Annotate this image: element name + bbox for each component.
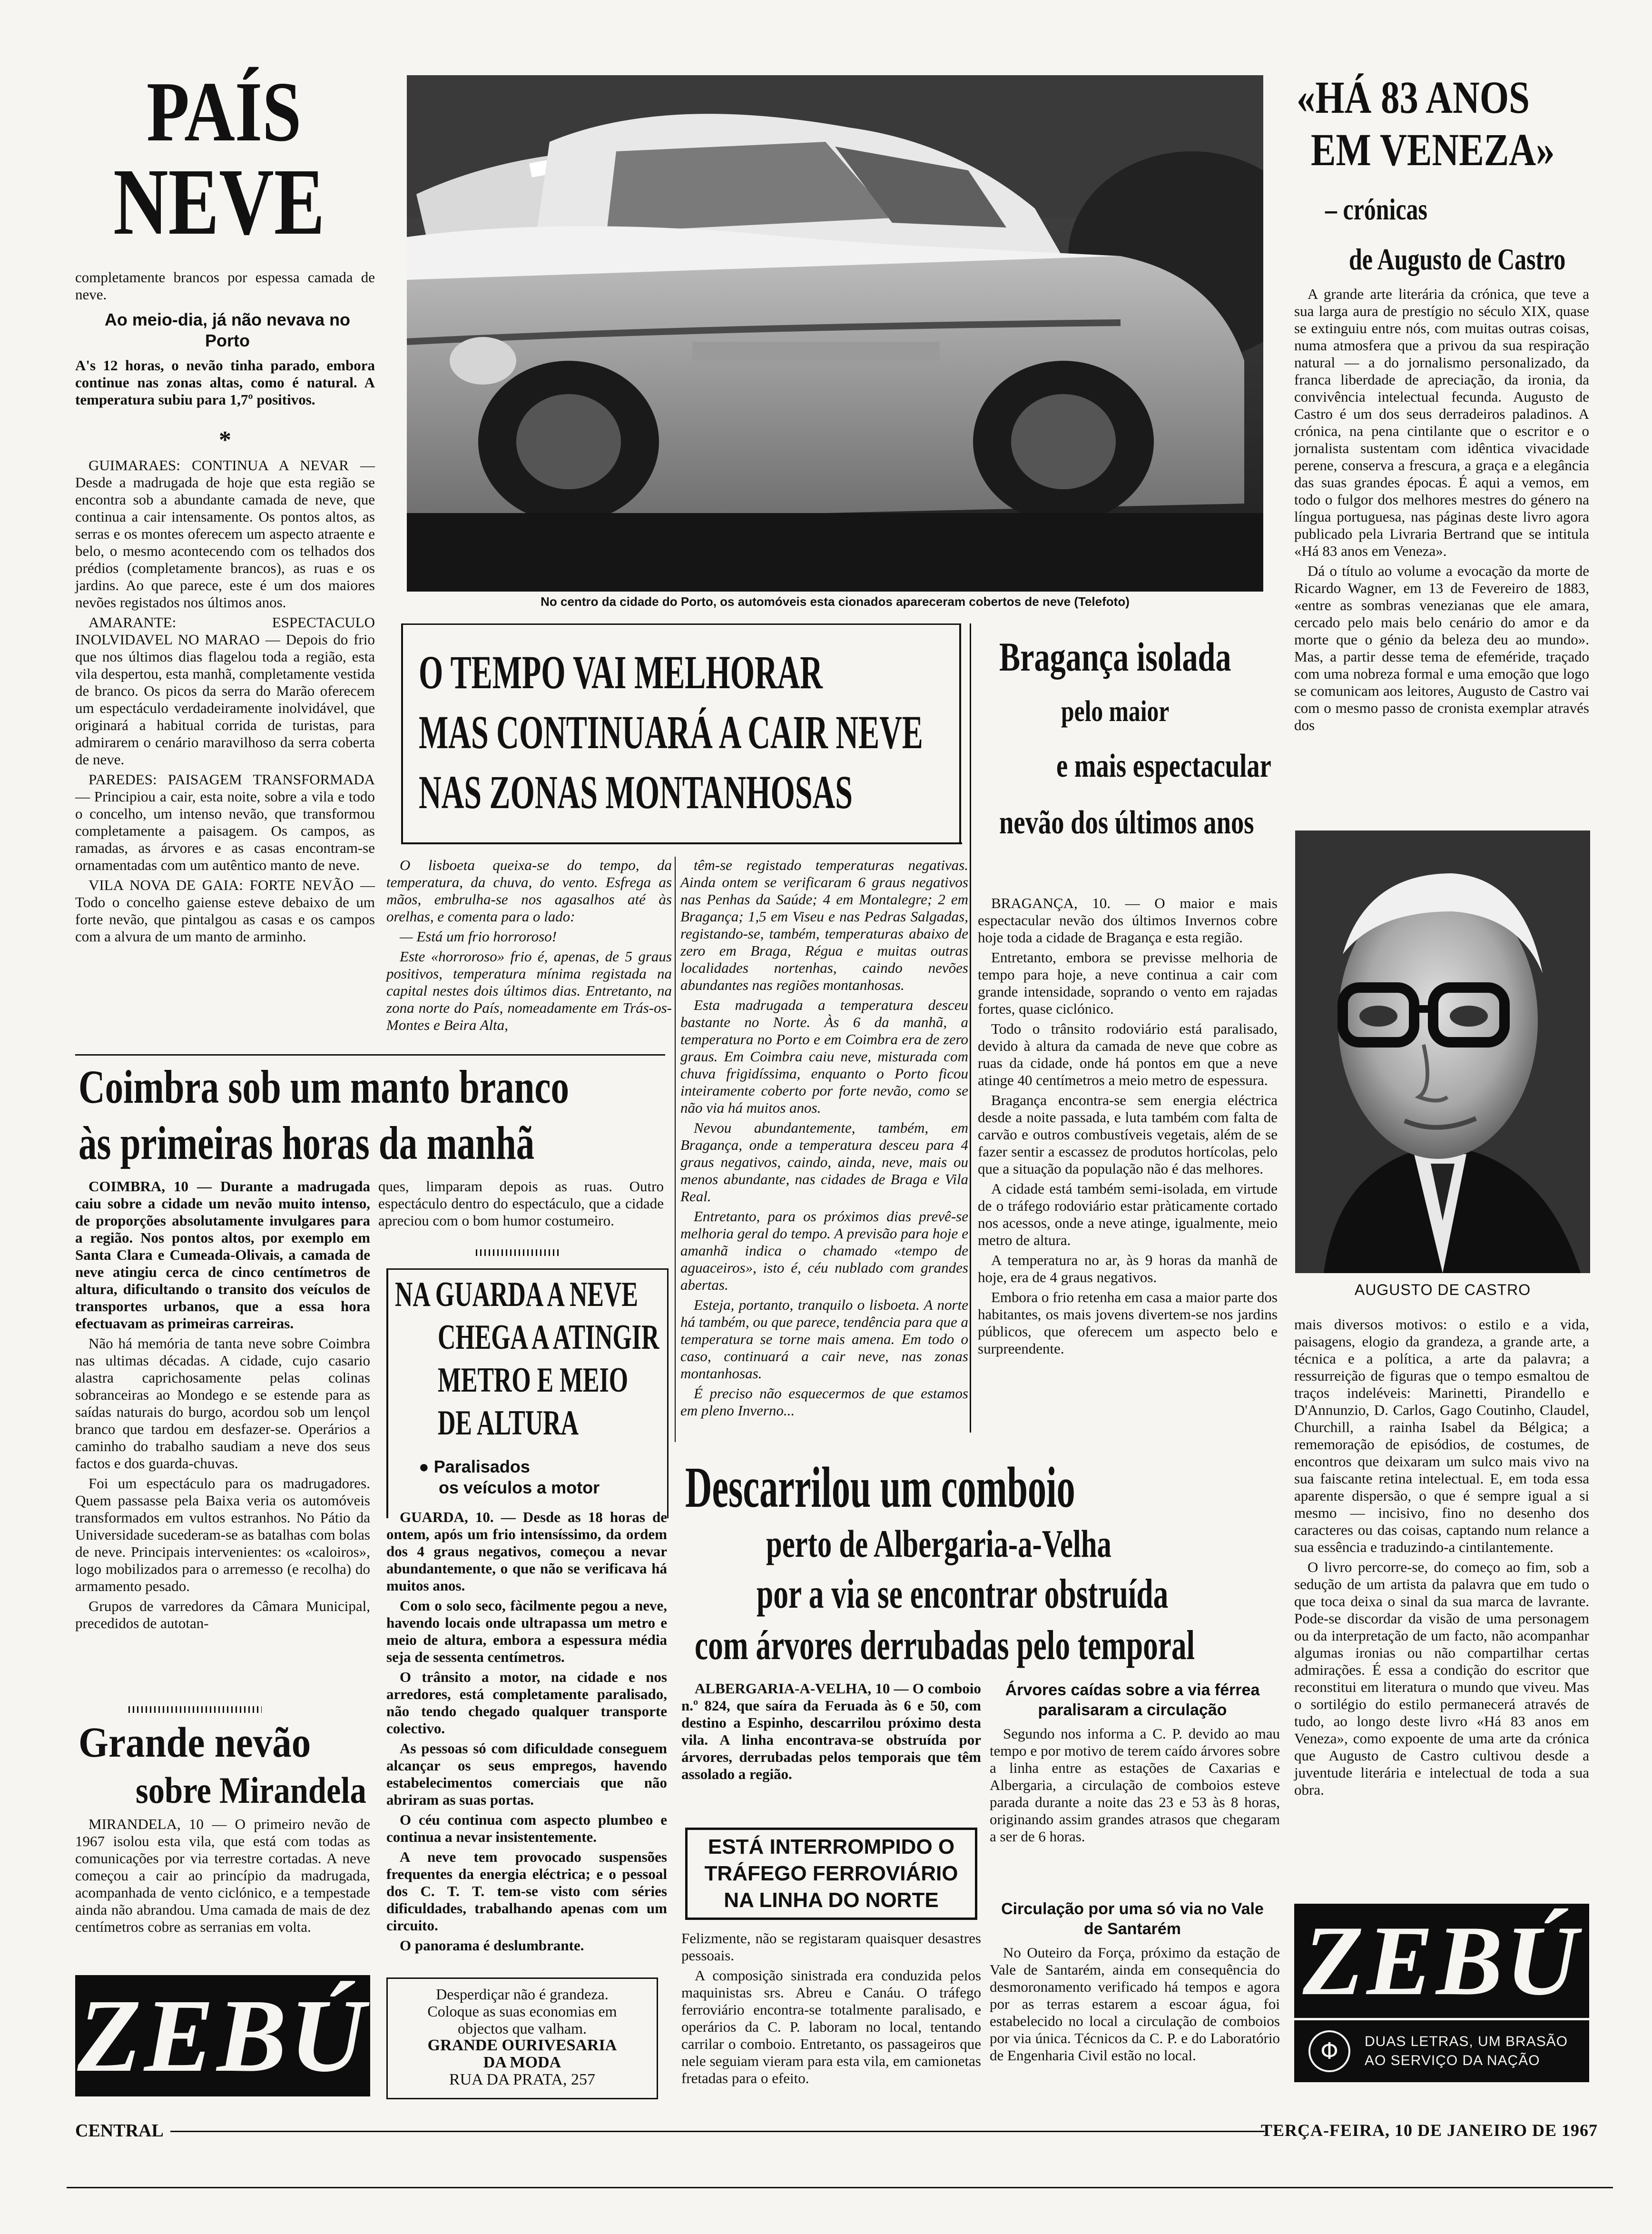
tempo-col1-para-2: — Está um frio horroroso!: [400, 928, 557, 945]
pais-paragraphs: [75, 457, 375, 948]
tempo-col2-para-6: É preciso não esquecermos de que estamos em pleno Inverno...: [680, 1385, 968, 1419]
guarda-body: [386, 1509, 667, 1957]
tempo-headline-line-3: NAS ZONAS MONTANHOSAS: [419, 766, 853, 819]
tempo-col2-para-1: têm-se registado temperaturas negativas. Ainda ontem se verificaram 6 graus negativos nas Penhas da Saúde; 4 em Montalegre; 2 em Bragança; 1,5 em Viseu e nas Pedras Salgadas, registando-se, também, temperaturas abaixo de zero em Braga, Régua e muitas outras localidades nortenhas, caindo nevões abundantes nas regiões montanhosas.: [680, 857, 968, 993]
descarrilou-headline-line-2: perto de Albergaria-a-Velha: [766, 1522, 1111, 1565]
tempo-column-1: [386, 857, 672, 1037]
braganca-para-5: A cidade está também semi-isolada, em virtude de o tráfego rodoviário estar pràticamente cortado nos acessos, onde a neve atinge, igualmente, meio metro de altura.: [978, 1180, 1278, 1248]
guarda-bullet-line-2: os veículos a motor: [439, 1478, 600, 1497]
descarrilou-headline: [685, 1456, 1280, 1671]
braganca-headline-line-4: nevão dos últimos anos: [999, 804, 1254, 841]
augusto-de-castro-portrait: [1295, 830, 1590, 1273]
braganca-headline-line-2: pelo maior: [1061, 695, 1170, 728]
coimbra-para-1: Não há memória de tanta neve sobre Coimbra nas ultimas décadas. A cidade, cujo casario alastra caprichosamente pelas colinas sobranceiras ao Mondego e se estende para as saídas naturais do burgo, acordou sob um lençol branco que tardou em desfazer-se. Operários a caminho do trabalho saudiam a neve dos seus factos e dos guarda-chuvas.: [75, 1335, 370, 1472]
pais-kicker: PAÍS: [147, 64, 302, 159]
descarrilou-left-body: [681, 1930, 981, 2090]
mirandela-headline-line-1: Grande nevão: [79, 1719, 311, 1766]
braganca-para-4: Bragança encontra-se sem energia eléctrica desde a noite passada, e luta também com falta de carvão e outros combustíveis vegetais, além de se fazer sentir a escassez de produtos hortícolas, pelo que a situação da população não é das melhores.: [978, 1092, 1278, 1177]
cronicas-headline-line-2: EM VENEZA»: [1311, 124, 1555, 175]
tempo-column-2: [680, 857, 968, 1422]
guarda-para-7: O panorama é deslumbrante.: [400, 1937, 584, 1954]
pais-para-3: PAREDES: PAISAGEM TRANSFORMADA — Principiou a cair, esta noite, sobre a vila e todo o concelho, um intenso nevão, que transformou completamente a paisagem. Os campos, as ramadas, as árvores e as casas encontram-se ornamentadas com um autêntico manto de neve.: [75, 771, 375, 873]
footer-section: CENTRAL: [75, 2121, 164, 2141]
tempo-box-right-rule: [959, 623, 961, 842]
coimbra-end-ornament: [128, 1706, 262, 1713]
zebu-ad-left: ZEBÚ: [75, 1975, 370, 2096]
coimbra-headline-line-2: às primeiras horas da manhã: [79, 1117, 535, 1169]
footer-rule: [170, 2131, 1265, 2132]
guarda-box-right: [667, 1268, 669, 1518]
main-photo: [407, 75, 1263, 592]
tempo-col-divider: [675, 857, 676, 1442]
braganca-body: [978, 895, 1278, 1360]
cronicas-para-1: A grande arte literária da crónica, que teve a sua larga aura de prestígio no século XIX, quase se extinguiu entre nós, com muitas outras coisas, numa atmosfera que a privou da sua respiração natural — a do jornalismo personalizado, da franca liberdade de apreciação, da ironia, da convivência intelectual fecunda. Augusto de Castro é um dos seus derradeiros paladinos. A crónica, na pena cintilante que o escritor e o jornalista sustentam com idêntica vivacidade perene, conserva a frescura, a graça e a elegância das suas grandes épocas. É aqui a vemos, em todo o fulgor dos melhores mestres do género na língua portuguesa, nas páginas deste livro agora publicado pela Livraria Bertrand que se intitula «Há 83 anos em Veneza».: [1294, 286, 1589, 559]
guarda-para-2: Com o solo seco, fàcilmente pegou a neve, havendo locais onde ultrapassa um metro e meio de altura, embora a espessura média seja de sessenta centímetros.: [386, 1597, 667, 1665]
mirandela-headline: [79, 1718, 374, 1813]
tempo-headline: [419, 643, 952, 822]
guarda-para-3: O trânsito a motor, na cidade e nos arredores, está completamente paralisado, não tendo chegado qualquer transporte colectivo.: [386, 1669, 667, 1737]
coimbra-para-3: Grupos de varredores da Câmara Municipal, precedidos de autotan-: [75, 1598, 370, 1631]
guarda-para-1: GUARDA, 10. — Desde as 18 horas de ontem, após um frio intensíssimo, da ordem dos 4 graus negativos, começou a nevar abundantemente, o que não se verificava há muitos anos.: [386, 1509, 667, 1594]
descarrilou-headline-line-1: Descarrilou um comboio: [685, 1455, 1075, 1520]
coimbra-continuation-ornament: [476, 1249, 561, 1256]
pais-star: *: [219, 426, 231, 454]
tempo-col1-para-1: O lisboeta queixa-se do tempo, da temperatura, da chuva, do vento. Esfrega as mãos, embrulha-se nos agasalhos até às orelhas, e comenta para o lado:: [386, 857, 672, 925]
braganca-para-3: Todo o trânsito rodoviário está paralisado, devido à altura da camada de neve que cobre as ruas da cidade, onde há pontos em que a neve atinge 40 centímetros a meio metro de espessura.: [978, 1020, 1278, 1088]
mirandela-paragraph: MIRANDELA, 10 — O primeiro nevão de 1967 isolou esta vila, que está com todas as comunicações por via terrestre cortadas. A neve começou a cair ao princípio da madrugada, acompanhada de vento ciclónico, e a tempestade ainda não abrandou. Uma camada de mais de dez centímetros cobre as serranias em volta.: [75, 1816, 370, 1935]
cronicas-para-2: Dá o título ao volume a evocação da morte de Ricardo Wagner, em 13 de Fevereiro de 1883, «entre as sombras venezianas que ele amara, cercado pelo mais belo cenário do amor e da morte que o génio da beleza deu ao mundo». Mas, a partir desse tema de efeméride, traçado com uma nobreza formal e uma emoção que logo se comunicam aos leitores, Augusto de Castro vai com o mesmo passo de cronista exemplar através dos: [1294, 563, 1589, 733]
portrait-caption: AUGUSTO DE CASTRO: [1354, 1281, 1531, 1298]
braganca-para-7: Embora o frio retenha em casa a maior parte dos habitantes, os mais jovens divertem-se nos jardins públicos, que oferecem um aspecto belo e surpreendente.: [978, 1289, 1278, 1357]
braganca-headline-line-1: Bragança isolada: [999, 634, 1231, 680]
ferroviario-box: [685, 1828, 977, 1920]
descarrilou-left-para-2: A composição sinistrada era conduzida pelos maquinistas srs. Abreu e Canáu. O tráfego ferroviário encontra-se totalmente paralisado, e operários da C. P. laboram no local, tentando carrilar o comboio. Entretanto, os passageiros que nele seguiam vieram para esta vila, em camionetas fretadas para o efeito.: [681, 1967, 981, 2086]
ad-line-2: Coloque as suas economias em objectos que valham.: [427, 2003, 617, 2037]
braganca-headline-line-3: e mais espectacular: [1056, 748, 1271, 784]
tempo-col2-para-3: Nevou abundantemente, também, em Bragança, onde a temperatura desceu para 4 graus negativos, caindo, ainda, neve, mais ou menos abundante, nas cidades de Braga e Vila Real.: [680, 1119, 968, 1205]
coimbra-para-2: Foi um espectáculo para os madrugadores. Quem passasse pela Baixa veria os automóveis transformados em vultos estranhos. No Pátio da Universidade sucederam-se as batalhas com bolas de neve. Principais intervenientes: os «caloiros», logo mobilizados para o arremesso (e recolha) do armamento pesado.: [75, 1475, 370, 1594]
footer-date: TERÇA-FEIRA, 10 DE JANEIRO DE 1967: [1260, 2121, 1598, 2140]
pais-subhead: Ao meio-dia, já não nevava no Porto: [104, 310, 351, 350]
guarda-headline: [395, 1273, 666, 1444]
bullet-dot-icon: ●: [419, 1457, 434, 1476]
snow-covered-car-image: [407, 75, 1263, 592]
cronicas-headline-line-1: «HÁ 83 ANOS: [1297, 72, 1530, 123]
cronicas-top-body: [1294, 286, 1589, 737]
guarda-bullet: [419, 1456, 666, 1498]
guarda-para-6: A neve tem provocado suspensões frequentes da energia eléctrica; e o pessoal dos C. T. T. tem-se visto com séries dificuldades, trabalhando apenas com um circuito.: [386, 1848, 667, 1934]
ferroviario-box-line-2: TRÁFEGO FERROVIÁRIO: [704, 1862, 958, 1885]
cronicas-para-4: O livro percorre-se, do começo ao fim, sob a sedução de um artista da palavra que em tudo o que toca deixa o sinal da sua marca de lavrante. Pode-se discordar da visão de uma personagem ou da interpretação de um facto, não acompanhar algumas ironias ou não compartilhar certas admirações. É essa a condição do escritor que reconstitui em literatura o mundo que viveu. Mas o sortilégio do estilo permanecerá através de tudo, ao longo deste livro «Há 83 anos em Veneza», como expoente de uma arte da crónica que Augusto de Castro cultivou desde a juventude literária e intelectual de toda a sua obra.: [1294, 1559, 1589, 1798]
ad-line-3: GRANDE OURIVESARIA DA MODA: [427, 2036, 617, 2071]
pais-neve-article: [75, 64, 380, 1052]
tempo-col1-para-3: Este «horroroso» frio é, apenas, de 5 graus positivos, temperatura mínima registada na capital nestes dois últimos dias. Entretanto, na zona norte do País, nomeadamente em Trás-os-Montes e Beira Alta,: [386, 948, 672, 1033]
descarrilou-right-para-2: No Outeiro da Força, próximo da estação de Vale de Santarém, ainda em consequência do desmoronamento verificado há tempos e agora por as terras estarem a escoar água, foi estabelecido no local a circulação de comboios por via única. Técnicos da C. P. e do Laboratório de Engenharia Civil estão no local.: [990, 1944, 1280, 2064]
zebu-tagline-line-2: AO SERVIÇO DA NAÇÃO: [1365, 2053, 1540, 2068]
coimbra-headline-line-1: Coimbra sob um manto branco: [79, 1060, 570, 1113]
guarda-headline-line-4: DE ALTURA: [438, 1404, 579, 1443]
ad-line-1: Desperdiçar não é grandeza.: [436, 1986, 609, 2003]
coimbra-top-rule: [75, 1054, 665, 1056]
cronicas-bottom-body: [1294, 1316, 1589, 1801]
guarda-headline-line-3: METRO E MEIO: [438, 1361, 629, 1400]
zebu-tagline-block: [1294, 2020, 1589, 2082]
braganca-para-2: Entretanto, embora se previsse melhoria de tempo para hoje, a neve continua a cair com grande intensidade, soprando o vento em rajadas fortes, quase ciclónico.: [978, 949, 1278, 1017]
tempo-box-top-rule: [401, 623, 960, 625]
tempo-col2-para-2: Esta madrugada a temperatura desceu bastante no Norte. Às 6 da manhã, a temperatura no Porto e em Coimbra era de zero graus. Em Coimbra caiu neve, misturada com chuva frigidíssima, enquanto o Porto ficou inteiramente coberto por forte nevão, como se não via há muitos anos.: [680, 997, 968, 1116]
tempo-headline-line-1: O TEMPO VAI MELHORAR: [419, 646, 823, 699]
tempo-headline-line-2: MAS CONTINUARÁ A CAIR NEVE: [419, 706, 923, 759]
ferroviario-box-line-1: ESTÁ INTERROMPIDO O: [708, 1835, 955, 1858]
cronicas-sub-1: – crónicas: [1325, 192, 1427, 226]
coimbra-bold-lead: COIMBRA, 10 — Durante a madrugada caiu sobre a cidade um nevão muito intenso, de proporções absolutamente invulgares para a região. Nos pontos altos, por exemplo em Santa Clara e Cumeada-Olivais, a camada de neve atingiu cerca de cinco centímetros de altura, dificultando o transito dos veículos de transportes urbanos, que a essa hora efectuavam as primeiras carreiras.: [75, 1178, 370, 1332]
braganca-para-6: A temperatura no ar, às 9 horas da manhã de hoje, era de 4 graus negativos.: [978, 1252, 1278, 1285]
pais-lead: completamente brancos por espessa camada de neve.: [75, 269, 375, 303]
braganca-left-rule: [970, 623, 971, 1433]
tempo-col2-para-4: Entretanto, para os próximos dias prevê-se melhoria geral do tempo. A previsão para hoje e amanhã indica o chamado «tempo de aguaceiros», isto é, céu nublado com grandes abertas.: [680, 1208, 968, 1293]
zebu-tagline-line-1: DUAS LETRAS, UM BRASÃO: [1365, 2034, 1568, 2049]
descarrilou-headline-line-3: por a via se encontrar obstruída: [757, 1571, 1169, 1617]
guarda-headline-line-1: NA GUARDA A NEVE: [395, 1275, 638, 1314]
coimbra-continuation: ques, limparam depois as ruas. Outro espectáculo dentro do espectáculo, que a cidade apreciou com o bom humor costumeiro.: [378, 1178, 664, 1229]
zebu-ad-right: ZEBÚ: [1294, 1904, 1589, 2018]
page-footer: [75, 2120, 1598, 2149]
guarda-box-top: [386, 1268, 667, 1270]
guarda-bullet-line-1: Paralisados: [433, 1457, 530, 1476]
pais-bold-para: A's 12 horas, o nevão tinha parado, embora continue nas zonas altas, como é natural. A temperatura subiu para 1,7º positivos.: [75, 357, 375, 408]
zebu-brasao-icon: Φ: [1308, 2030, 1350, 2072]
portrait-image: [1295, 830, 1590, 1273]
coimbra-headline: [79, 1059, 669, 1171]
pais-para-1: GUIMARAES: CONTINUA A NEVAR — Desde a madrugada de hoje que esta região se encontra sob a abundante camada de neve, que continua a cair intensamente. Os pontos altos, as serras e os montes oferecem um aspecto atraente e belo, o mesmo acontecendo com os telhados dos prédios (completamente brancos), as ruas e os jardins. Ao que parece, este é um dos maiores nevões registados nos últimos anos.: [75, 457, 375, 611]
cronicas-headline: [1297, 71, 1592, 176]
ad-line-4: RUA DA PRATA, 257: [449, 2071, 596, 2088]
neve-headline: NEVE: [113, 149, 325, 255]
guarda-headline-line-2: CHEGA A ATINGIR: [438, 1318, 659, 1357]
descarrilou-right-para-1: Segundo nos informa a C. P. devido ao mau tempo e por motivo de terem caído árvores sobre a linha entre as estações de Caxarias e Albergaria, a circulação de comboios esteve parada durante a noite das 23 e 53 às 8 horas, originando assim grandes atrasos que chegaram a ser de 6 horas.: [990, 1725, 1280, 1845]
cronicas-sub-2: de Augusto de Castro: [1349, 242, 1566, 276]
braganca-headline: [999, 628, 1294, 851]
descarrilou-headline-line-4: com árvores derrubadas pelo temporal: [695, 1622, 1195, 1669]
guarda-para-5: O céu continua com aspecto plumbeo e continua a nevar insistentemente.: [386, 1811, 667, 1845]
bottom-page-rule: [67, 2187, 1613, 2188]
coimbra-body: [75, 1178, 370, 1635]
mirandela-headline-line-2: sobre Mirandela: [136, 1769, 366, 1811]
ferroviario-box-line-3: NA LINHA DO NORTE: [724, 1888, 939, 1912]
braganca-para-1: BRAGANÇA, 10. — O maior e mais espectacular nevão dos últimos Invernos cobre hoje toda a cidade de Bragança e esta região.: [978, 895, 1278, 946]
descarrilou-left-para-1: Felizmente, não se registaram quaisquer desastres pessoais.: [681, 1930, 981, 1964]
descarrilou-sub-2: Circulação por uma só via no Vale de Santarém: [1001, 1900, 1264, 1938]
tempo-col2-para-5: Esteja, portanto, tranquilo o lisboeta. A norte há também, ou que parece, tendência para que a temperatura se torne mais amena. Em todo o caso, continuará a cair neve, nas zonas montanhosas.: [680, 1296, 968, 1382]
guarda-para-4: As pessoas só com dificuldade conseguem alcançar os seus empregos, havendo estabelecimentos comerciais que não abriram as suas portas.: [386, 1740, 667, 1808]
ourivesaria-ad: [386, 1977, 658, 2099]
pais-para-2: AMARANTE: ESPECTACULO INOLVIDAVEL NO MARAO — Depois do frio que nos últimos dias flagelou toda a região, esta vila despertou, esta manhã, completamente vestida de branco. Os picos da serra do Marão oferecem um espectáculo verdadeiramente inolvidável, que originará a habitual corrida de turistas, para admirarem o cenário maravilhoso da serra coberta de neve.: [75, 614, 375, 768]
descarrilou-bold-lead: ALBERGARIA-A-VELHA, 10 — O comboio n.º 824, que saíra da Feruada às 6 e 50, com destino a Espinho, descarrilou próximo desta vila. A linha encontrava-se obstruída por árvores, derrubadas pelos temporais que têm assolado a região.: [681, 1680, 981, 1782]
photo-caption: No centro da cidade do Porto, os automóveis esta cionados apareceram cobertos de neve (Telefoto): [541, 594, 1130, 609]
cronicas-para-3: mais diversos motivos: o estilo e a vida, paisagens, elogio da grandeza, a grande arte, a técnica e a política, a arte da palavra; a ressurreição de figuras que o tempo esmaltou de traços indeléveis: Marinetti, Pirandello e D'Annunzio, D. Carlos, Gago Coutinho, Claudel, Churchill, a rainha Isabel da Bélgica; a rememoração de episódios, de costumes, de encontros que deixaram um sulco mais vivo na sua faiscante retina intelectual. E, em toda essa aparente dispersão, o que é sempre igual a si mesmo — incisivo, fino no desenho dos caracteres ou das coisas, captando num relance a sua essência e traduzindo-a cintilantemente.: [1294, 1316, 1589, 1555]
descarrilou-sub-1: Árvores caídas sobre a via férrea paralisaram a circulação: [1005, 1681, 1260, 1719]
pais-para-4: VILA NOVA DE GAIA: FORTE NEVÃO — Todo o concelho gaiense esteve debaixo de um forte nevão, que pintalgou as casas e os campos com a alvura de um manto de arminho.: [75, 877, 375, 945]
